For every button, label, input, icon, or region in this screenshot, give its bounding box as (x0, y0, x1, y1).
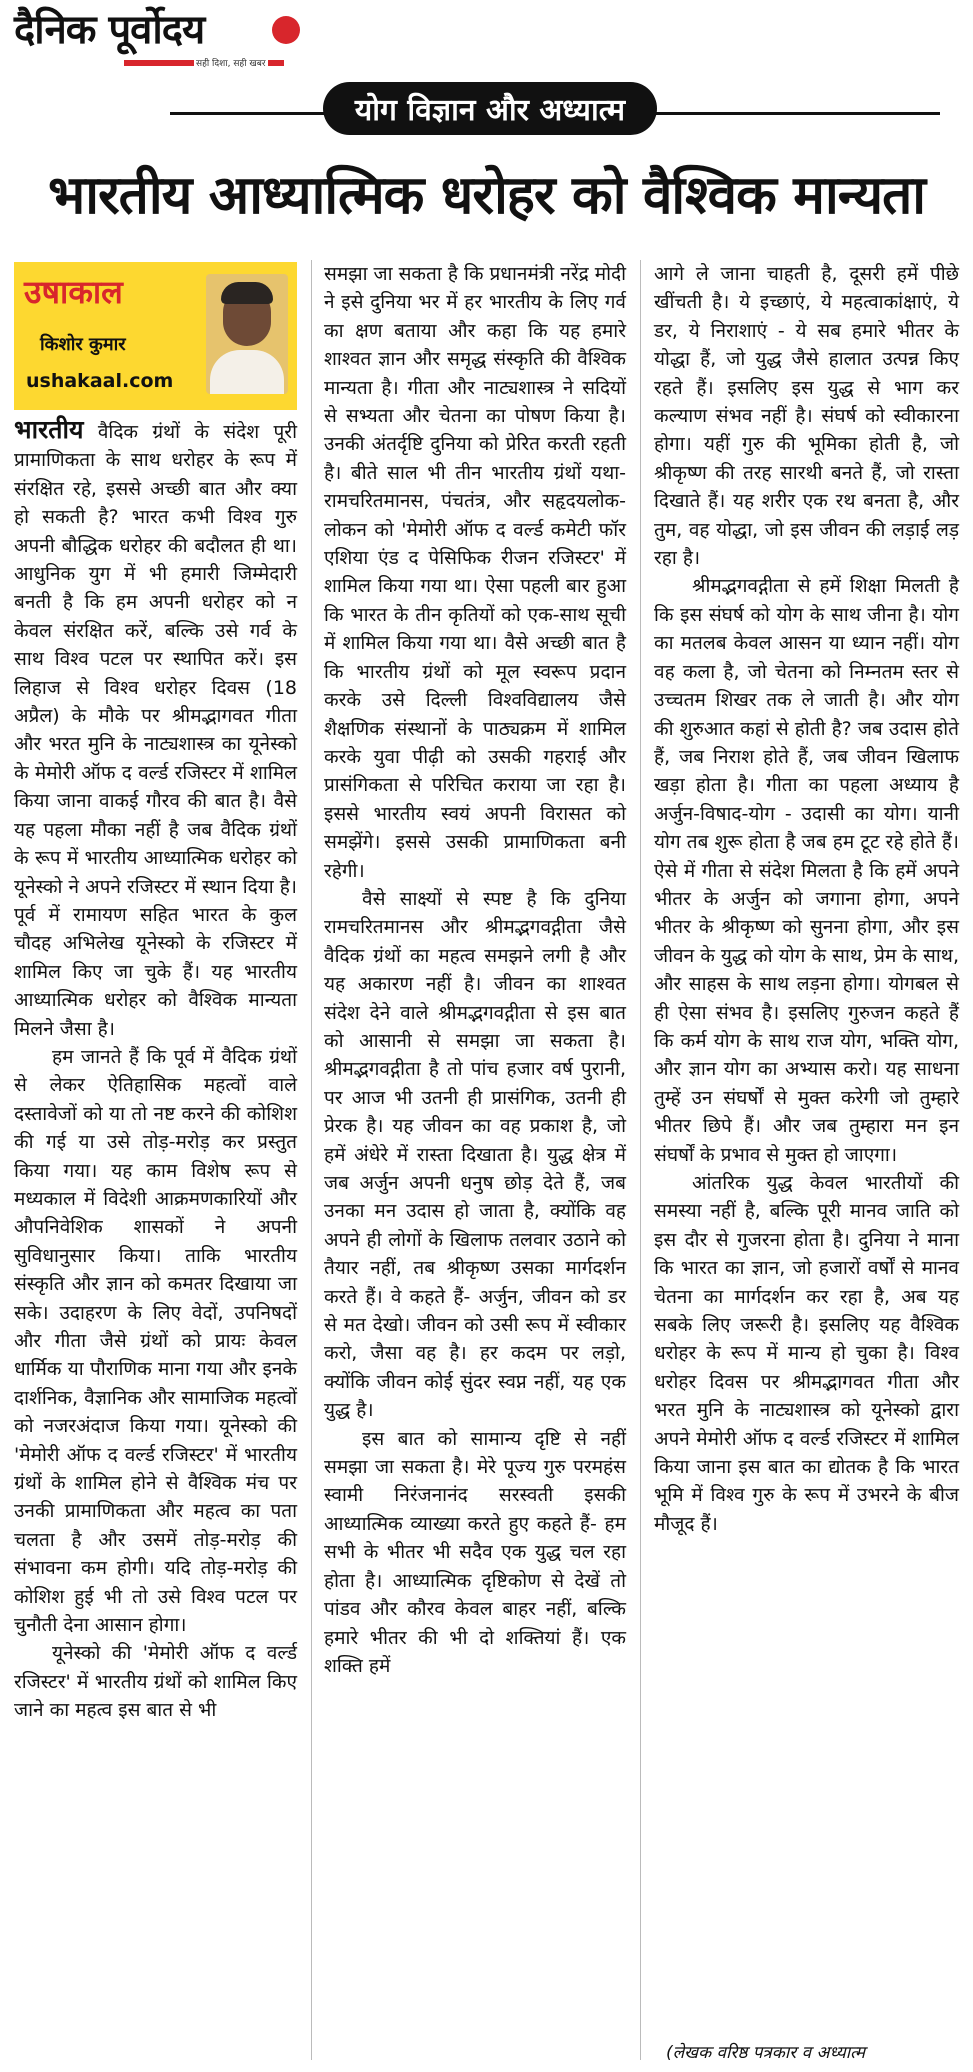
paragraph: समझा जा सकता है कि प्रधानमंत्री नरेंद्र मोदी ने इसे दुनिया भर में हर भारतीय के लिए गर्व का क्षण बताया और कहा कि यह हमारे शाश्वत ज्ञान और समृद्ध संस्कृति की वैश्विक मान्यता है। गीता और नाट्यशास्त्र ने सदियों से सभ्यता और चेतना का पोषण किया है। उनकी अंतर्दृष्टि दुनिया को प्रेरित करती रहती है। बीते साल भी तीन भारतीय ग्रंथों यथा- रामचरितमानस, पंचतंत्र, और सहृदयलोक-लोकन को 'मेमोरी ऑफ द वर्ल्ड कमेटी फॉर एशिया एंड द पेसिफिक रीजन रजिस्टर' में शामिल किया गया था। ऐसा पहली बार हुआ कि भारत के तीन कृतियों को एक-साथ सूची में शामिल किया गया था। वैसे अच्छी बात है कि भारतीय ग्रंथों को मूल स्वरूप प्रदान करके उसे दिल्ली विश्वविद्यालय जैसे शैक्षणिक संस्थानों के पाठ्यक्रम में शामिल करके युवा पीढ़ी को उसकी गहराई और प्रासंगिकता से परिचित कराया जा रहा है। इससे भारतीय स्वयं अपनी विरासत को समझेंगे। इससे उसकी प्रामाणिकता बनी रहेगी। (324, 263, 627, 882)
lead-word: भारतीय (14, 415, 84, 444)
column-divider (640, 260, 641, 2060)
byline-box (14, 262, 297, 410)
section-label: योग विज्ञान और अध्यात्म (323, 82, 657, 135)
column-divider (311, 260, 312, 2060)
logo-icon (272, 16, 300, 44)
paragraph: श्रीमद्भगवद्गीता से हमें शिक्षा मिलती है कि इस संघर्ष को योग के साथ जीना है। योग का मतलब केवल आसन या ध्यान नहीं। योग वह कला है, जो चेतना को निम्नतम स्तर से उच्चतम शिखर तक ले जाती है। और योग की शुरुआत कहां से होती है? जब उदास होते हैं, जब निराश होते हैं, जब जीवन खिलाफ खड़ा होता है। गीता का पहला अध्याय है अर्जुन-विषाद-योग - उदासी का योग। यानी योग तब शुरू होता है जब हम टूट रहे होते हैं। ऐसे में गीता से संदेश मिलता है कि हमें अपने भीतर के अर्जुन को जगाना होगा, अपने भीतर के श्रीकृष्ण को सुनना होगा, और इस जीवन के युद्ध को योग के साथ, प्रेम के साथ, और साहस के साथ लड़ना होगा। योगबल से ही ऐसा संभव है। इसलिए गुरुजन कहते हैं कि कर्म योग के साथ राज योग, भक्ति योग, और ज्ञान योग का अभ्यास करो। यह साधना तुम्हें उन संघर्षों से मुक्त करेगी जो तुम्हारे भीतर छिपे हैं। और जब तुम्हारा मन इन संघर्षों के प्रभाव से मुक्त हो जाएगा। (654, 575, 959, 1166)
column-name: उषाकाल (24, 273, 123, 311)
paragraph: आगे ले जाना चाहती है, दूसरी हमें पीछे खींचती है। ये इच्छाएं, ये महत्वाकांक्षाएं, ये डर, ये निराशाएं - ये सब हमारे भीतर के योद्धा हैं, जो युद्ध जैसे हालात उत्पन्न किए रहते हैं। इसलिए इस युद्ध से भाग कर कल्याण संभव नहीं है। संघर्ष को स्वीकारना होगा। यहीं गुरु की भूमिका होती है, जो श्रीकृष्ण की तरह सारथी बनते हैं, जो रास्ता दिखाते हैं। यह शरीर एक रथ बनता है, और तुम, वह योद्धा, जो इस जीवन की लड़ाई लड़ रहा है। (654, 263, 959, 570)
paragraph: हम जानते हैं कि पूर्व में वैदिक ग्रंथों से लेकर ऐतिहासिक महत्वों वाले दस्तावेजों को या तो नष्ट करने की कोशिश की गई या उसे तोड़-मरोड़ कर प्रस्तुत किया गया। यह काम विशेष रूप से मध्यकाल में विदेशी आक्रमणकारियों और औपनिवेशिक शासकों ने अपनी सुविधानुसार किया। ताकि भारतीय संस्कृति और ज्ञान को कमतर दिखाया जा सके। उदाहरण के लिए वेदों, उपनिषदों और गीता जैसे ग्रंथों को प्रायः केवल धार्मिक या पौराणिक माना गया और इनके दार्शनिक, वैज्ञानिक और सामाजिक महत्वों को नजरअंदाज किया गया। यूनेस्को की 'मेमोरी ऑफ द वर्ल्ड रजिस्टर' में भारतीय ग्रंथों के शामिल होने से वैश्विक मंच पर उनकी प्रामाणिकता और महत्व का पता चलता है और उसमें तोड़-मरोड़ की संभावना कम होगी। यदि तोड़-मरोड़ की कोशिश हुई भी तो उसे विश्व पटल पर चुनौती देना आसान होगा। (14, 1045, 297, 1637)
article-column-3 (654, 260, 959, 1538)
paragraph: आंतरिक युद्ध केवल भारतीयों की समस्या नहीं है, बल्कि पूरी मानव जाति को इस दौर से गुजरना होता है। दुनिया ने माना कि भारत का ज्ञान, जो हजारों वर्षों से मानव चेतना का मार्गदर्शन कर रहा है, अब यह सबके लिए जरूरी है। इसलिए यह वैश्विक धरोहर के रूप में मान्य हो चुका है। विश्व धरोहर दिवस पर श्रीमद्भागवत गीता और भरत मुनि के नाट्यशास्त्र को यूनेस्को द्वारा अपने मेमोरी ऑफ द वर्ल्ड रजिस्टर में शामिल किया जाना इस बात का द्योतक है कि भारत भूमि में विश्व गुरु के रूप में उभरने के बीज मौजूद हैं। (654, 1172, 959, 1535)
paragraph: वैसे साक्ष्यों से स्पष्ट है कि दुनिया रामचरितमानस और श्रीमद्भगवद्गीता जैसे वैदिक ग्रंथों का महत्व समझने लगी है और यह अकारण नहीं है। जीवन का शाश्वत संदेश देने वाले श्रीमद्भगवद्गीता से इस बात को आसानी से समझा जा सकता है। श्रीमद्भगवद्गीता है तो पांच हजार वर्ष पुरानी, पर आज भी उतनी ही प्रासंगिक, उतनी ही प्रेरक है। यह जीवन का वह प्रकाश है, जो हमें अंधेरे में रास्ता दिखाता है। युद्ध क्षेत्र में जब अर्जुन अपनी धनुष छोड़ देते हैं, जब उनका मन उदास हो जाता है, क्योंकि वह अपने ही लोगों के खिलाफ तलवार उठाने को तैयार नहीं, तब श्रीकृष्ण उसका मार्गदर्शन करते हैं। वे कहते हैं- अर्जुन, जीवन को डर से मत देखो। जीवन को उसी रूप में स्वीकार करो, जैसा वह है। हर कदम पर लड़ो, क्योंकि जीवन कोई सुंदर स्वप्न नहीं, यह एक युद्ध है। (324, 887, 626, 1422)
masthead-title: दैनिक पूर्वोदय (14, 7, 205, 53)
article-column-1 (14, 416, 297, 1725)
section-banner (250, 78, 730, 138)
paragraph: इस बात को सामान्य दृष्टि से नहीं समझा जा सकता है। मेरे पूज्य गुरु परमहंस स्वामी निरंजनानंद सरस्वती इसकी आध्यात्मिक व्याख्या करते हुए कहते हैं- हम सभी के भीतर भी सदैव एक युद्ध चल रहा होता है। आध्यात्मिक दृष्टिकोण से देखें तो पांडव और कौरव केवल बाहर नहीं, बल्कि हमारे भीतर की भी दो शक्तियां हैं। एक शक्ति हमें (324, 1427, 626, 1677)
paragraph: यूनेस्को की 'मेमोरी ऑफ द वर्ल्ड रजिस्टर' में भारतीय ग्रंथों को शामिल किए जाने का महत्व इस बात से भी (14, 1642, 297, 1722)
author-footnote: (लेखक वरिष्ठ पत्रकार व अध्यात्म (666, 2043, 866, 2063)
author-name: किशोर कुमार (40, 334, 126, 355)
author-photo (206, 274, 288, 394)
masthead (14, 6, 294, 68)
headline: भारतीय आध्यात्मिक धरोहर को वैश्विक मान्यता (47, 165, 926, 226)
masthead-tagline: सही दिशा, सही खबर (194, 56, 268, 69)
article-column-2 (324, 260, 626, 1680)
paragraph: भारतीय वैदिक ग्रंथों के संदेश पूरी प्रामाणिकता के साथ धरोहर के रूप में संरक्षित रहे, इससे अच्छी बात और क्या हो सकती है? भारत कभी विश्व गुरु अपनी बौद्धिक धरोहर की बदौलत ही था। आधुनिक युग में भी हमारी जिम्मेदारी बनती है कि हम अपनी धरोहर को न केवल संरक्षित करें, बल्कि उसे गर्व के साथ विश्व पटल पर स्थापित करें। इस लिहाज से विश्व धरोहर दिवस (18 अप्रैल) के मौके पर श्रीमद्भागवत गीता और भरत मुनि के नाट्यशास्त्र का यूनेस्को के मेमोरी ऑफ द वर्ल्ड रजिस्टर में शामिल किया जाना वाकई गौरव की बात है। वैसे यह पहला मौका नहीं है जब वैदिक ग्रंथों के रूप में भारतीय आध्यात्मिक धरोहर को यूनेस्को ने अपने रजिस्टर में स्थान दिया है। पूर्व में रामायण सहित भारत के कुल चौदह अभिलेख यूनेस्को के रजिस्टर में शामिल किए जा चुके हैं। यह भारतीय आध्यात्मिक धरोहर को वैश्विक मान्यता मिलने जैसा है। (14, 415, 297, 1040)
site-url: ushakaal.com (26, 370, 174, 392)
